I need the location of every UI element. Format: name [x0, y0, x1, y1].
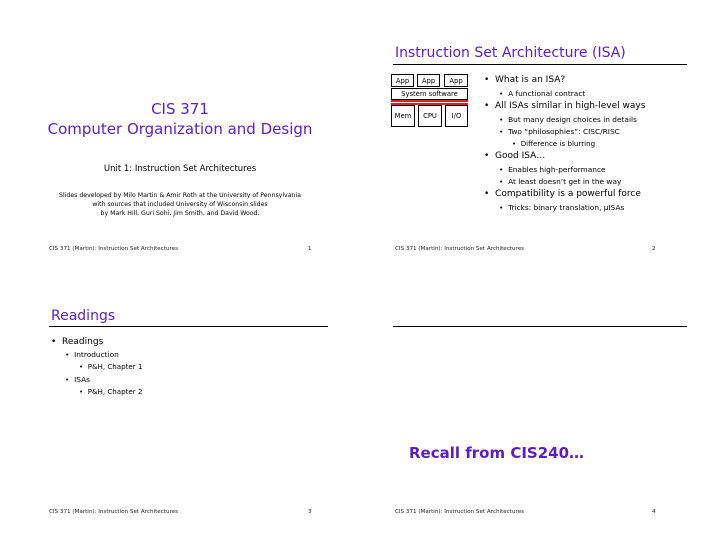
- sub-bullet: • But many design choices in details: [499, 115, 637, 124]
- footer-text: CIS 371 (Martin): Instruction Set Architectures: [395, 509, 525, 515]
- system-software-box: System software: [391, 88, 468, 100]
- sub-bullet: • Tricks: binary translation, μISAs: [499, 203, 625, 212]
- bullet-2: • All ISAs similar in high-level ways: [484, 101, 646, 111]
- bullet-4: • Compatibility is a powerful force: [484, 189, 641, 199]
- bullet-text: Tricks: binary translation, μISAs: [508, 203, 625, 212]
- bullet-text: Readings: [62, 337, 104, 347]
- bullet-text: But many design choices in details: [508, 115, 637, 124]
- bullet-text: Two “philosophies”: CISC/RISC: [508, 127, 620, 136]
- bullet-text: P&H, Chapter 1: [87, 362, 143, 371]
- course-subtitle: Computer Organization and Design: [47, 120, 313, 138]
- sub-sub-bullet: • P&H, Chapter 2: [79, 387, 143, 396]
- page-number: 3: [308, 509, 312, 515]
- bullet-text: Good ISA…: [495, 151, 546, 161]
- mem-box: Mem: [391, 105, 415, 127]
- credits-line-1: Slides developed by Milo Martin & Amir Roth at the University of Pennsylvania: [59, 192, 301, 199]
- bullet-text: P&H, Chapter 2: [87, 387, 143, 396]
- sub-bullet: • Introduction: [65, 350, 119, 359]
- cpu-box: CPU: [418, 105, 442, 127]
- footer-text: CIS 371 (Martin): Instruction Set Architectures: [49, 246, 179, 252]
- footer-text: CIS 371 (Martin): Instruction Set Architectures: [49, 509, 179, 515]
- app-box: App: [391, 74, 414, 87]
- sub-bullet: • A functional contract: [499, 89, 586, 98]
- recall-heading: Recall from CIS240…: [409, 444, 585, 462]
- page-number: 1: [308, 246, 312, 252]
- bullet-1: • What is an ISA?: [484, 75, 566, 85]
- credits-line-3: by Mark Hill, Guri Sohi, Jim Smith, and David Wood.: [100, 210, 260, 217]
- slide-title: Instruction Set Architecture (ISA): [395, 45, 626, 61]
- credits-line-2: with sources that included University of Wisconsin slides: [92, 201, 268, 208]
- io-box: I/O: [445, 105, 468, 127]
- bullet-text: Introduction: [74, 350, 119, 359]
- sub-bullet: • Enables high-performance: [499, 165, 606, 174]
- bullet-text: What is an ISA?: [495, 75, 566, 85]
- page-number: 2: [652, 246, 656, 252]
- slide-4: [360, 278, 720, 556]
- isa-boundary-line: [391, 100, 468, 102]
- sub-bullet: • At least doesn’t get in the way: [499, 177, 622, 186]
- sub-sub-bullet: • P&H, Chapter 1: [79, 362, 143, 371]
- bullet-text: All ISAs similar in high-level ways: [495, 101, 646, 111]
- slide-title: Readings: [51, 308, 116, 324]
- footer-text: CIS 371 (Martin): Instruction Set Architectures: [395, 246, 525, 252]
- sub-sub-bullet: • Difference is blurring: [512, 139, 596, 148]
- bullet-text: A functional contract: [508, 89, 586, 98]
- sub-bullet: • Two “philosophies”: CISC/RISC: [499, 127, 620, 136]
- title-rule: [393, 326, 687, 327]
- bullet-text: At least doesn’t get in the way: [508, 177, 622, 186]
- page-number: 4: [652, 509, 656, 515]
- bullet-text: ISAs: [74, 375, 90, 384]
- title-rule: [393, 64, 687, 65]
- app-box: App: [417, 74, 440, 87]
- bullet-text: Compatibility is a powerful force: [495, 189, 641, 199]
- app-box: App: [444, 74, 468, 87]
- bullet-1: • Readings: [51, 337, 104, 347]
- bullet-text: Enables high-performance: [508, 165, 606, 174]
- bullet-text: Difference is blurring: [520, 139, 596, 148]
- slide-1: [0, 0, 360, 278]
- slide-2: [360, 0, 720, 278]
- sub-bullet: • ISAs: [65, 375, 90, 384]
- slide-3: [0, 278, 360, 556]
- course-title: CIS 371: [151, 100, 209, 118]
- title-rule: [49, 326, 328, 327]
- unit-title: Unit 1: Instruction Set Architectures: [103, 164, 257, 174]
- bullet-3: • Good ISA…: [484, 151, 546, 161]
